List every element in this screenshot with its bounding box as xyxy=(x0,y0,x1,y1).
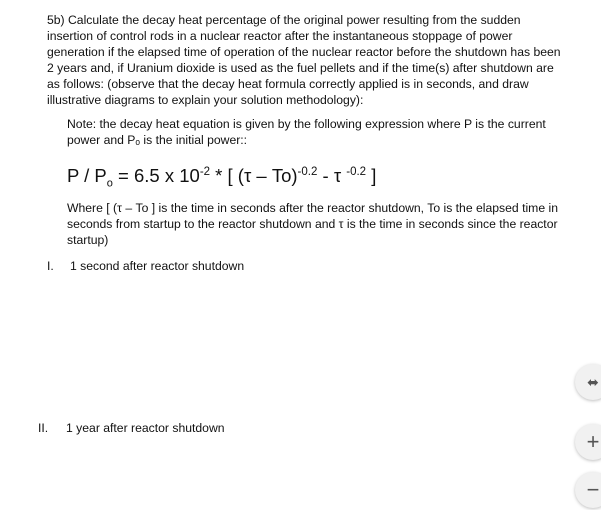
eq-bracket: * [ (τ – To) xyxy=(210,165,298,186)
eq-minus: - τ xyxy=(317,165,347,186)
eq-mid: = 6.5 x 10 xyxy=(112,165,200,186)
decay-heat-equation xyxy=(67,160,376,196)
item-text: 1 second after reactor shutdown xyxy=(70,259,245,273)
minus-icon: − xyxy=(586,477,600,502)
zoom-in-button[interactable] xyxy=(575,424,601,460)
question-text: 5b) Calculate the decay heat percentage of the original power resulting from the sudden insertion of control rods in a nuclear reactor after the instantaneous stoppage of power generation if the elapsed time of operation of the nuclear reactor before the shutdown has been 2 years and, if Uranium dioxide is used as the fuel pellets and if the time(s) after shutdown are as follows: (observe that the decay heat formula correctly applied is in seconds, and draw illustrative diagrams to explain your solution methodology): xyxy=(47,13,561,107)
plus-icon: + xyxy=(586,429,600,454)
eq-exp1: -2 xyxy=(199,166,211,178)
note-text: Note: the decay heat equation is given by the following expression where P is the current power and Pₒ is the initial power:: xyxy=(67,117,546,147)
item-number: II. xyxy=(38,421,49,435)
eq-exp3: -0.2 xyxy=(346,166,367,178)
collapse-icon: ⬌ xyxy=(587,373,599,390)
zoom-out-button[interactable] xyxy=(575,472,601,508)
item-number: I. xyxy=(47,259,54,273)
eq-exp2: -0.2 xyxy=(297,166,318,178)
eq-close: ] xyxy=(366,165,377,186)
fit-page-button[interactable] xyxy=(575,364,601,400)
eq-lhs: P / P xyxy=(67,165,107,186)
item-text: 1 year after reactor shutdown xyxy=(66,421,225,435)
where-text: Where [ (τ – To ] is the time in seconds after the reactor shutdown, To is the elapsed time in seconds from startup to the reactor shutdown and τ is the time in seconds since the reactor startup) xyxy=(67,201,558,247)
eq-sub: o xyxy=(106,177,113,190)
